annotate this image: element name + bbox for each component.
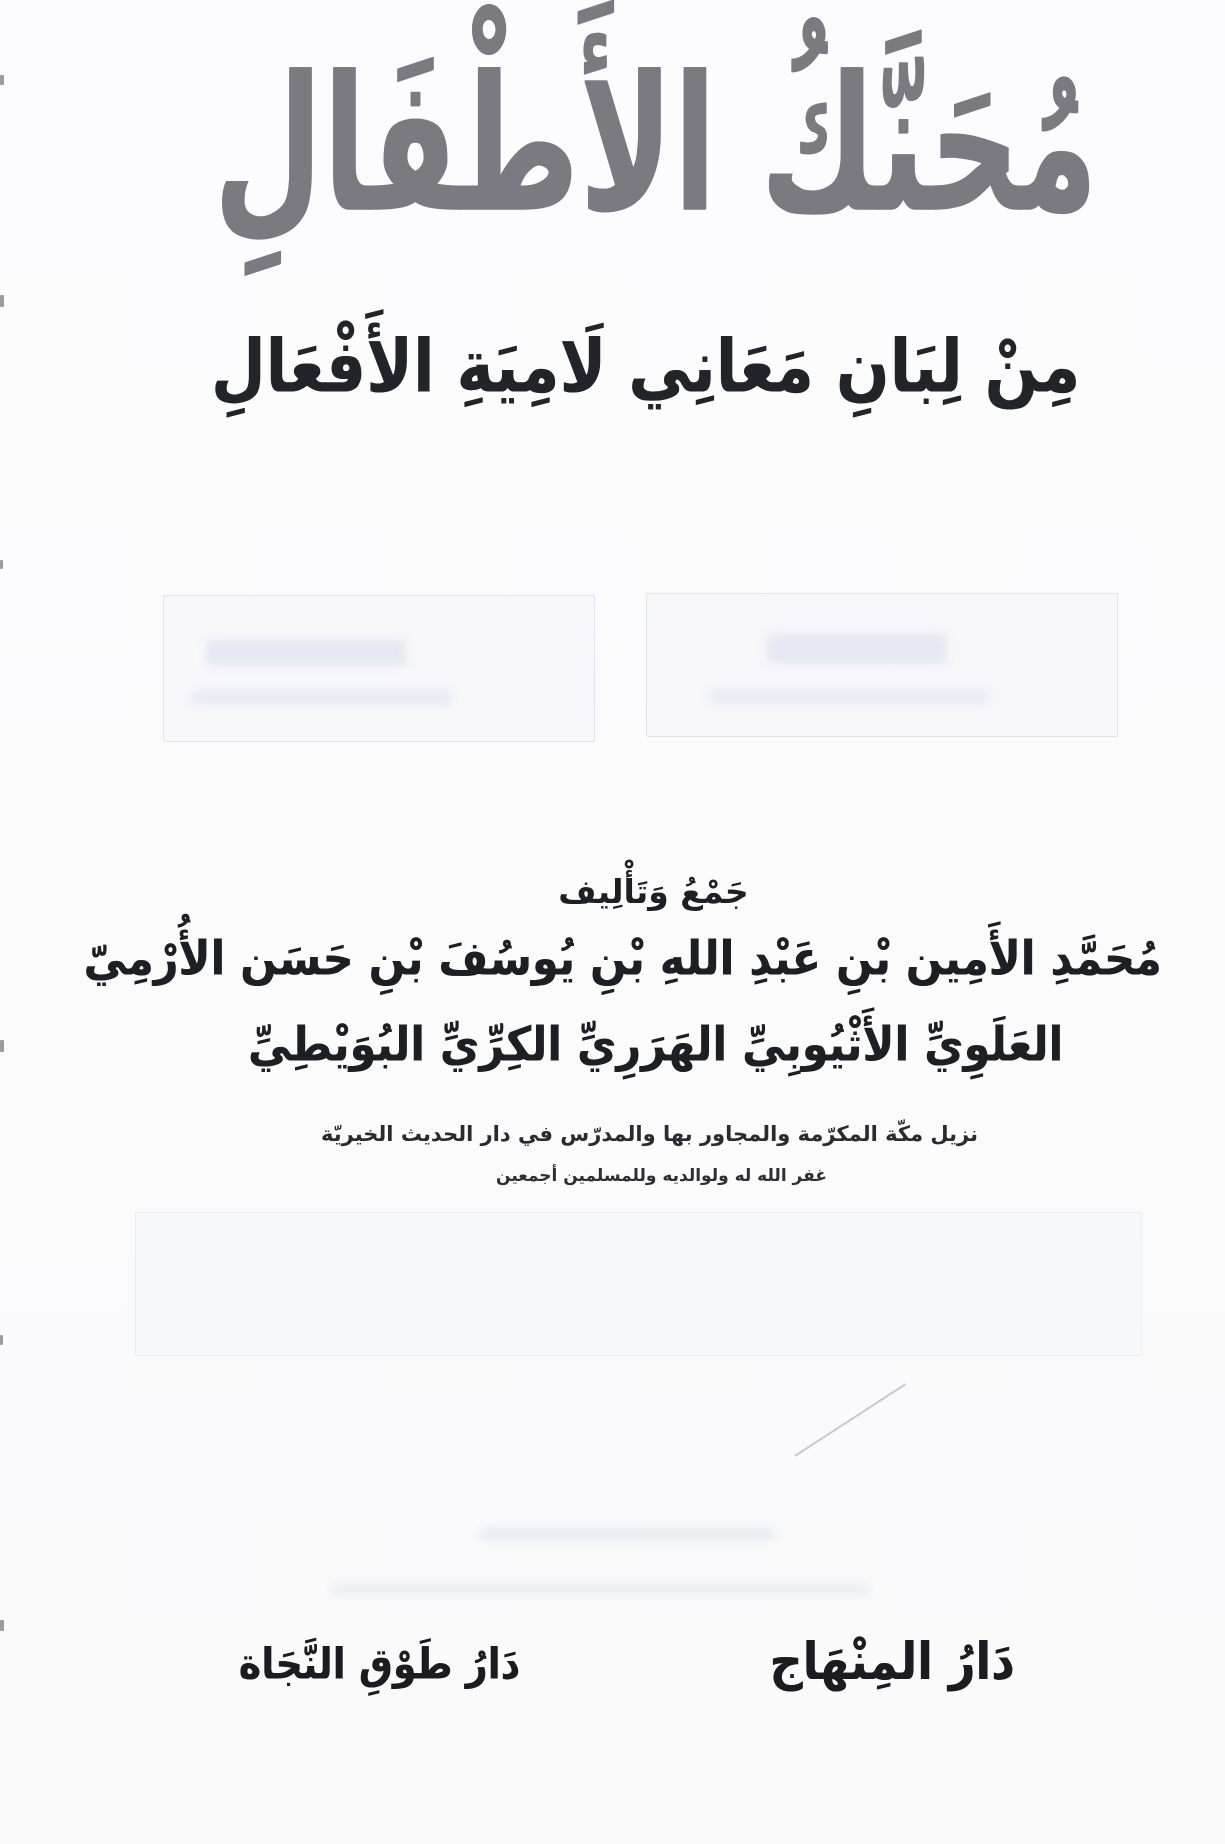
byline-label: جَمْعُ وَتَأْلِيف xyxy=(558,872,749,911)
bleed-through-smudge xyxy=(206,640,406,666)
bleed-through-box-bottom xyxy=(135,1212,1142,1356)
scan-edge-speck xyxy=(0,1040,4,1052)
scan-edge-speck xyxy=(0,75,4,85)
author-name-line-1: مُحَمَّدِ الأَمِين بْنِ عَبْدِ اللهِ بْنِ يُوسُفَ بْنِ حَسَن الأُرْمِيّ xyxy=(83,931,1162,987)
author-name-line-2: العَلَوِيِّ الأَثْيُوبِيِّ الهَرَرِيِّ الكِرِّيِّ البُوَيْطِيِّ xyxy=(247,1017,1064,1073)
bleed-through-box-left xyxy=(163,595,595,742)
book-subtitle: مِنْ لِبَانِ مَعَانِي لَامِيَةِ الأَفْعَالِ xyxy=(210,324,1081,409)
scan-edge-speck xyxy=(0,1335,3,1345)
scan-edge-speck xyxy=(0,295,4,307)
scan-edge-speck xyxy=(0,560,3,569)
author-prayer-line: غفر الله له ولوالديه وللمسلمين أجمعين xyxy=(496,1166,827,1186)
scan-scratch-line xyxy=(794,1383,906,1456)
bleed-through-box-right xyxy=(646,593,1118,737)
book-title-calligraphy: مُحَنَّكُ الأَطْفَالِ xyxy=(213,35,1098,254)
bleed-through-smudge xyxy=(192,690,452,705)
author-residence-line: نزيل مكّة المكرّمة والمجاور بها والمدرّس في دار الحديث الخيريّة xyxy=(321,1122,978,1146)
bleed-through-text-line xyxy=(480,1528,775,1541)
scan-edge-speck xyxy=(0,1620,4,1631)
publisher-logo-dar-tawq-alnajah: دَارُ طَوْقِ النَّجَاة xyxy=(238,1639,520,1689)
bleed-through-text-line xyxy=(330,1584,870,1595)
bleed-through-smudge xyxy=(709,690,989,704)
publisher-logo-dar-alminhaj: دَارُ المِنْهَاج xyxy=(769,1630,1015,1692)
bleed-through-smudge xyxy=(767,634,947,664)
